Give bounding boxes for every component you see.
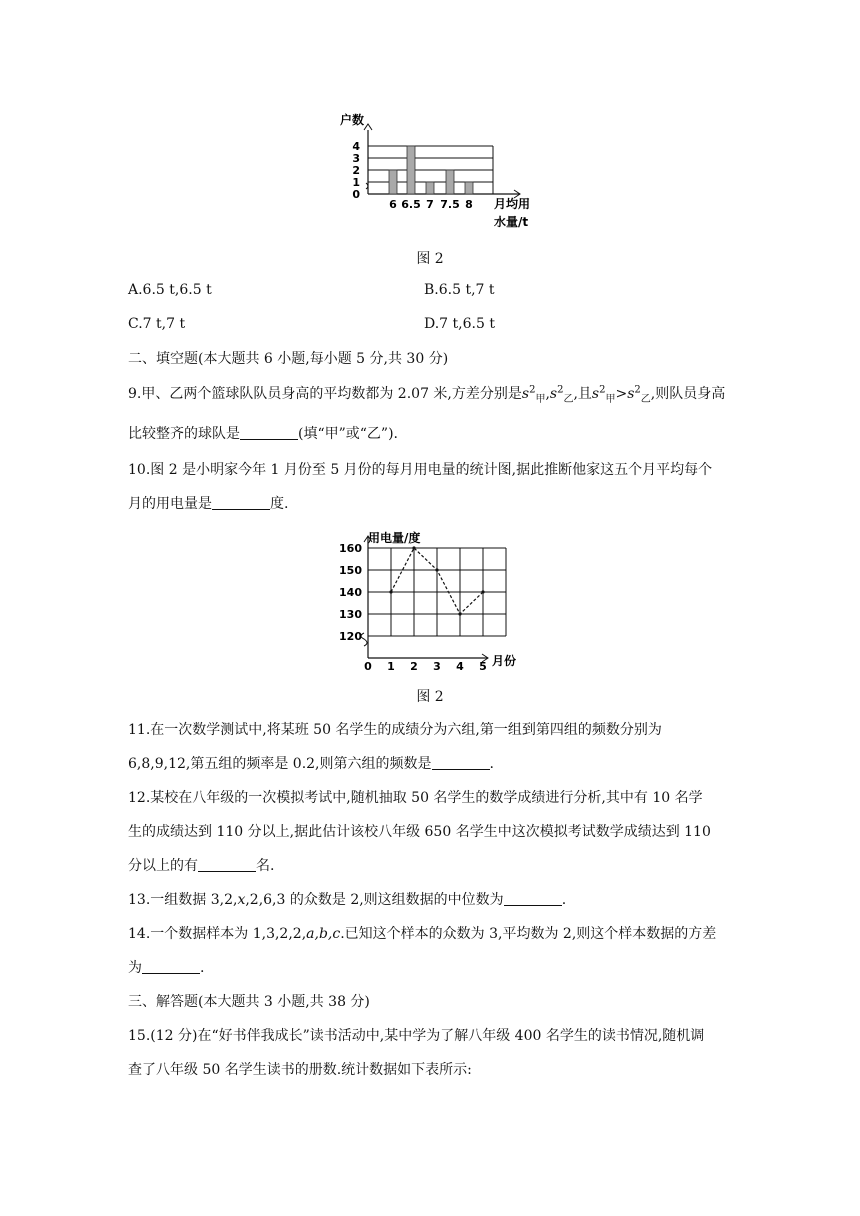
- line-y-ticks: [339, 542, 362, 643]
- bar: [407, 146, 415, 194]
- section-3-heading: 三、解答题(本大题共 3 小题,共 38 分): [128, 994, 370, 1010]
- question-12-line-2: 生的成绩达到 110 分以上,据此估计该校八年级 650 名学生中这次模拟考试数学成绩达到 110: [128, 824, 711, 840]
- line-x-tick-label: 1: [387, 660, 395, 673]
- figure-caption-1: 图 2: [416, 251, 444, 267]
- line-point: [458, 612, 461, 615]
- bar-y-ticks: [352, 140, 360, 201]
- question-14-line-1: 14.一个数据样本为 1,3,2,2,a,b,c.已知这个样本的众数为 3,平均数为 2,则这个样本数据的方差: [128, 926, 717, 942]
- line-point: [481, 590, 484, 593]
- line-y-tick-label: 130: [339, 608, 362, 621]
- answer-blank-13[interactable]: [504, 891, 562, 906]
- line-point: [389, 590, 392, 593]
- answer-blank-9[interactable]: [240, 425, 298, 440]
- line-point: [435, 568, 438, 571]
- question-15-line-2: 查了八年级 50 名学生读书的册数.统计数据如下表所示:: [128, 1062, 472, 1078]
- bar-x-tick-label: 7.5: [440, 198, 460, 211]
- bar: [465, 182, 473, 194]
- question-14-line-2: 为 .: [128, 960, 205, 976]
- line-y-tick-label: 160: [339, 542, 362, 555]
- bar: [426, 182, 434, 194]
- line-x-tick-label: 3: [433, 660, 441, 673]
- line-y-tick-label: 140: [339, 586, 362, 599]
- bar-grid: [364, 124, 520, 198]
- question-11-line-1: 11.在一次数学测试中,将某班 50 名学生的成绩分为六组,第一组到第四组的频数分别为: [128, 722, 662, 738]
- line-x-tick-label: 5: [479, 660, 487, 673]
- bar-y-tick-label: 1: [352, 176, 360, 189]
- bar-x-axis-label-line1: 月均用: [494, 197, 531, 211]
- line-grid: [361, 536, 506, 662]
- question-12-line-1: 12.某校在八年级的一次模拟考试中,随机抽取 50 名学生的数学成绩进行分析,其中有 10 名学: [128, 790, 703, 806]
- answer-blank-10[interactable]: [212, 495, 270, 510]
- figure-caption-2: 图 2: [416, 689, 444, 705]
- option-d: D.7 t,6.5 t: [424, 316, 495, 332]
- line-x-tick-label: 2: [410, 660, 418, 673]
- line-x-tick-label: 4: [456, 660, 464, 673]
- line-x-tick-label: 0: [364, 660, 372, 673]
- bar-x-tick-label: 7: [426, 198, 434, 211]
- line-y-tick-label: 150: [339, 564, 362, 577]
- bar-x-tick-label: 6: [389, 198, 397, 211]
- section-2-heading: 二、填空题(本大题共 6 小题,每小题 5 分,共 30 分): [128, 351, 449, 367]
- option-a: A.6.5 t,6.5 t: [128, 282, 212, 298]
- question-13: 13.一组数据 3,2,x,2,6,3 的众数是 2,则这组数据的中位数为 .: [128, 892, 567, 908]
- answer-blank-14[interactable]: [142, 959, 200, 974]
- line-x-ticks: [364, 660, 487, 673]
- question-15-line-1: 15.(12 分)在“好书伴我成长”读书活动中,某中学为了解八年级 400 名学生的读书情况,随机调: [128, 1028, 705, 1044]
- answer-blank-11[interactable]: [432, 755, 490, 770]
- bar-x-axis-label-line2: 水量/t: [494, 215, 529, 229]
- bar-y-tick-label: 4: [352, 140, 360, 153]
- line-x-axis-label: 月份: [492, 654, 517, 668]
- bar-y-axis-arrow: [364, 124, 372, 130]
- question-10-line-1: 10.图 2 是小明家今年 1 月份至 5 月份的每月用电量的统计图,据此推断他家这五个月平均每个: [128, 462, 713, 478]
- line-y-tick-label: 120: [339, 630, 362, 643]
- option-b: B.6.5 t,7 t: [424, 282, 495, 298]
- question-9-line-1: 9.甲、乙两个篮球队队员身高的平均数都为 2.07 米,方差分别是$s^2_甲,s^2_乙$,且$s^2_甲>s^2_乙$,则队员身高: [128, 384, 726, 405]
- question-9-line-2: 比较整齐的球队是 (填“甲”或“乙”).: [128, 426, 399, 442]
- line-y-axis-label: 用电量/度: [368, 531, 421, 545]
- bar-chart: [330, 108, 550, 236]
- line-chart: [330, 528, 530, 674]
- question-11-line-2: 6,8,9,12,第五组的频率是 0.2,则第六组的频数是 .: [128, 756, 494, 772]
- option-c: C.7 t,7 t: [128, 316, 186, 332]
- bar-x-tick-label: 8: [465, 198, 473, 211]
- question-12-line-3: 分以上的有 名.: [128, 858, 275, 874]
- bar-y-tick-label: 2: [352, 164, 360, 177]
- bar-x-ticks: [389, 198, 473, 211]
- bar-y-axis-label: 户数: [340, 113, 365, 127]
- bar-x-tick-label: 6.5: [401, 198, 421, 211]
- bar-y-tick-label: 0: [352, 188, 360, 201]
- bar: [389, 170, 397, 194]
- bar: [446, 170, 454, 194]
- bar-y-tick-label: 3: [352, 152, 360, 165]
- answer-blank-12[interactable]: [198, 857, 256, 872]
- line-point: [412, 546, 415, 549]
- question-10-line-2: 月的用电量是 度.: [128, 496, 289, 512]
